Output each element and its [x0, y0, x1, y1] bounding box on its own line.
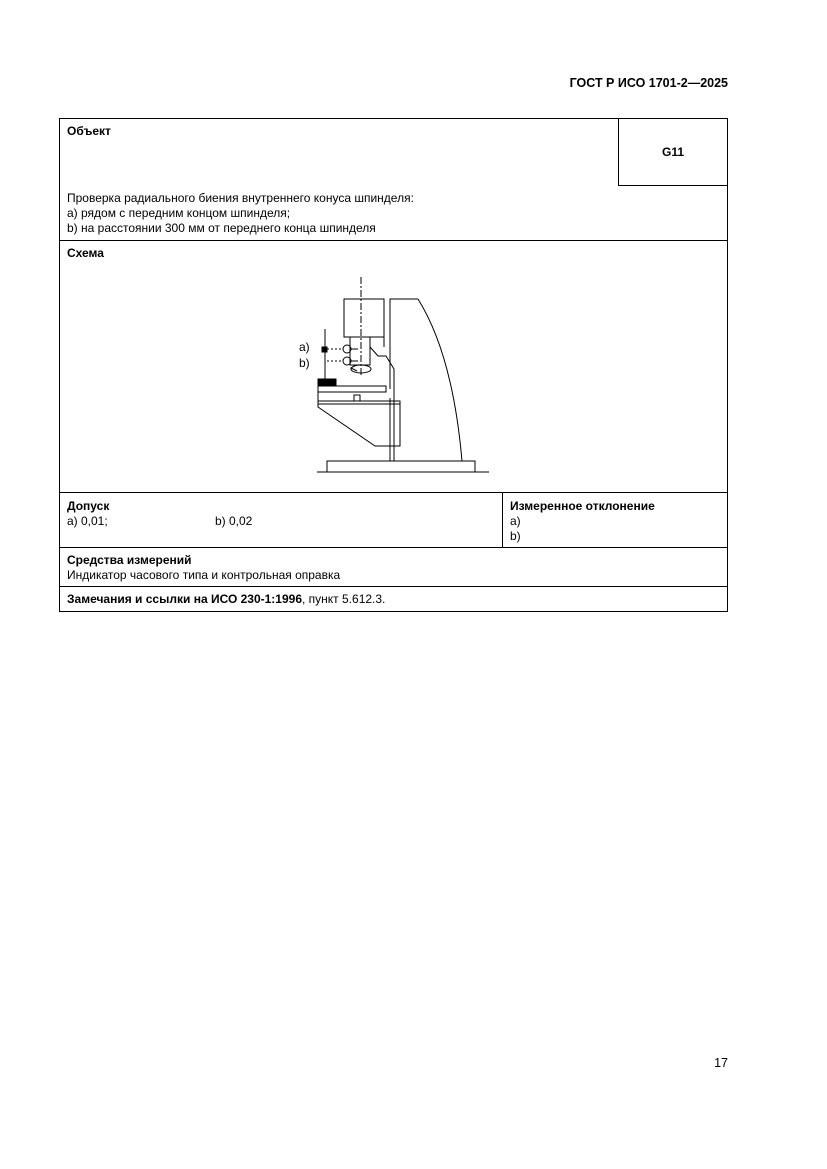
knee: [318, 401, 400, 446]
tolerance-value-b: b) 0,02: [215, 514, 253, 528]
scheme-section: [60, 240, 727, 492]
instruments-text: Индикатор часового типа и контрольная оправка: [67, 568, 341, 582]
tolerance-label: Допуск: [67, 499, 110, 513]
remarks-line: [67, 592, 385, 606]
tolerance-row: [60, 492, 727, 547]
scheme-label: Схема: [67, 246, 104, 260]
description-line: b) на расстоянии 300 мм от переднего конца шпинделя: [67, 221, 376, 235]
base-plate: [327, 461, 475, 472]
instruments-section: [60, 547, 727, 586]
work-table: [318, 386, 386, 392]
tolerance-value-a: a) 0,01;: [67, 514, 108, 528]
measured-deviation-label: Измеренное отклонение: [510, 499, 655, 513]
tolerance-cell: [60, 493, 503, 547]
page-number: 17: [714, 1056, 728, 1070]
instruments-label: Средства измерений: [67, 553, 192, 567]
spindle-head: [344, 299, 384, 337]
marker-b: b): [299, 356, 310, 370]
measured-item-b: b): [510, 529, 521, 543]
object-label: Объект: [67, 124, 111, 138]
magnetic-base: [318, 379, 336, 386]
test-code: G11: [661, 145, 685, 159]
test-sheet-table: [59, 118, 728, 612]
table-slide: [318, 392, 390, 401]
description-line: Проверка радиального биения внутреннего конуса шпинделя:: [67, 191, 414, 205]
remarks-section: [60, 586, 727, 611]
machine-schematic: [60, 241, 727, 492]
column-back-curve: [418, 299, 462, 461]
standard-code: ГОСТ Р ИСО 1701-2—2025: [569, 76, 728, 90]
description-line: a) рядом с передним концом шпинделя;: [67, 206, 291, 220]
measured-item-a: a): [510, 514, 521, 528]
remarks-label: Замечания и ссылки на ИСО 230-1:1996: [67, 592, 302, 606]
object-section: [60, 119, 727, 240]
object-description: [67, 191, 414, 236]
indicator-clamp: [322, 347, 327, 352]
marker-a: a): [299, 340, 310, 354]
measured-deviation-cell: [503, 493, 727, 547]
test-code-box: [618, 119, 727, 186]
remarks-text: , пункт 5.612.3.: [302, 592, 386, 606]
